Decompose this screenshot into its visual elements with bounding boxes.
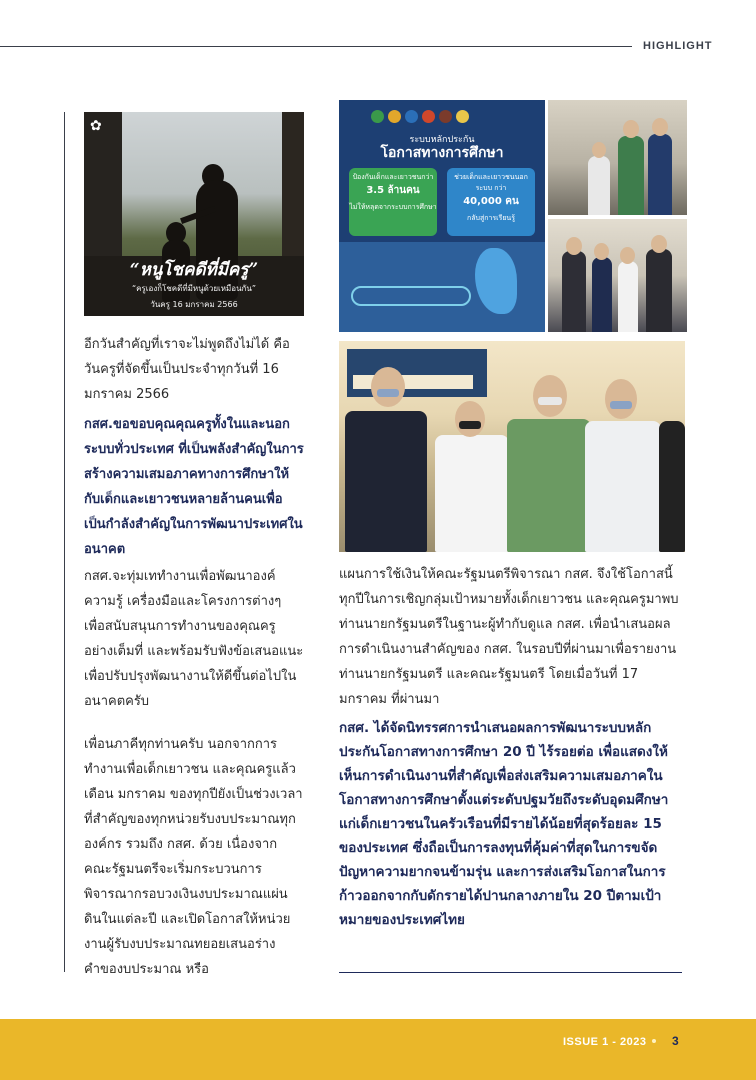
header-rule xyxy=(0,46,632,47)
infographic-heading: โอกาสทางการศึกษา xyxy=(380,145,504,161)
column-rule xyxy=(64,112,65,972)
left-paragraph-1: อีกวันสำคัญที่เราจะไม่พูดถึงไม่ได้ คือวันครูที่จัดขึ้นเป็นประจำทุกวันที่ 16 มกราคม 2566 xyxy=(84,337,290,402)
left-paragraph-2-bold: กสศ.ขอขอบคุณคุณครูทั้งในและนอกระบบทั่วประเทศ ที่เป็นพลังสำคัญในการสร้างความเสมอภาคทางการศึกษาให้กับเด็กและเยาวชนหลายล้านคนเพื่อเป็นกำลังสำคัญในการพัฒนาประเทศในอนาคต xyxy=(84,417,304,557)
event-photo-main xyxy=(339,341,685,552)
journey-path xyxy=(351,286,471,306)
stat-box-1: ป้องกันเด็กและเยาวชนกว่า 3.5 ล้านคน ไม่ให้หลุดจากระบบการศึกษา xyxy=(349,168,437,236)
infographic-image xyxy=(339,100,545,332)
photo-subtitle: “ครูเองก็โชคดีที่มีหนูด้วยเหมือนกัน” xyxy=(131,284,257,293)
page-number: 3 xyxy=(672,1034,679,1048)
left-paragraph-3: กสศ.จะทุ่มเททำงานเพื่อพัฒนาองค์ความรู้ เครื่องมือและโครงการต่างๆ เพื่อสนับสนุนการทำงานของคุณครูอย่างเต็มที่ และพร้อมรับฟังข้อเสนอแนะเพื่อปรับปรุงพัฒนางานให้ดีขึ้นต่อไปในอนาคตครับ xyxy=(84,569,304,709)
teachers-day-photo xyxy=(84,112,304,316)
event-photo-middle xyxy=(548,219,687,332)
partner-logos xyxy=(371,108,473,127)
photo-date: วันครู 16 มกราคม 2566 xyxy=(150,300,238,309)
logo-icon: ✿ xyxy=(90,118,102,134)
right-paragraph-1: แผนการใช้เงินให้คณะรัฐมนตรีพิจารณา กสศ. จึงใช้โอกาสนี้ทุกปีในการเชิญกลุ่มเป้าหมายทั้งเด็กเยาวชน และคุณครูมาพบท่านนายกรัฐมนตรีในฐานะผู้ทำกับดูแล กสศ. เพื่อนำเสนอผลการดำเนินงานสำคัญของ กสศ. ในรอบปีที่ผ่านมาเพื่อรายงานท่านนายกรัฐมนตรี และคณะรัฐมนตรี โดยเมื่อวันที่ 17 มกราคม ที่ผ่านมา xyxy=(339,567,679,707)
photo-title: “หนูโชคดีที่มีครู” xyxy=(129,260,259,280)
issue-label: ISSUE 1 - 2023 xyxy=(563,1036,662,1048)
stat-box-2: ช่วยเด็กและเยาวชนนอกระบบ กว่า 40,000 คน กลับสู่การเรียนรู้ xyxy=(447,168,535,236)
event-photo-top xyxy=(548,100,687,215)
infographic-heading-small: ระบบหลักประกัน xyxy=(409,135,475,145)
section-label: HIGHLIGHT xyxy=(643,40,713,52)
footer-band xyxy=(0,1019,756,1080)
end-rule xyxy=(339,972,682,973)
right-paragraph-2-bold: กสศ. ได้จัดนิทรรศการนำเสนอผลการพัฒนาระบบหลักประกันโอกาสทางการศึกษา 20 ปี ไร้รอยต่อ เพื่อแสดงให้เห็นการดำเนินงานที่สำคัญเพื่อส่งเสริมความเสมอภาคในโอกาสทางการศึกษาตั้งแต่ระดับปฐมวัยถึงระดับอุดมศึกษาแก่เด็กเยาวชนในครัวเรือนที่มีรายได้น้อยที่สุดร้อยละ 15 ของประเทศ ซึ่งถือเป็นการลงทุนที่คุ้มค่าที่สุดในการขจัดปัญหาความยากจนข้ามรุ่น และการส่งเสริมโอกาสในการก้าวออกจากกับดักรายได้ปานกลางภายใน 20 ปีตามเป้าหมายของประเทศไทย xyxy=(339,720,669,928)
left-paragraph-4: เพื่อนภาคีทุกท่านครับ นอกจากการทำงานเพื่อเด็กเยาวชน และคุณครูแล้ว เดือน มกราคม ของทุกปียังเป็นช่วงเวลาที่สำคัญของทุกหน่วยรับงบประมาณทุกองค์กร รวมถึง กสศ. ด้วย เนื่องจากคณะรัฐมนตรีจะเริ่มกระบวนการพิจารณากรอบวงเงินงบประมาณแผ่นดินในแต่ละปี และเปิดโอกาสให้หน่วยงานผู้รับงบประมาณทยอยเสนอร่างคำของบประมาณ หรือ xyxy=(84,737,303,977)
